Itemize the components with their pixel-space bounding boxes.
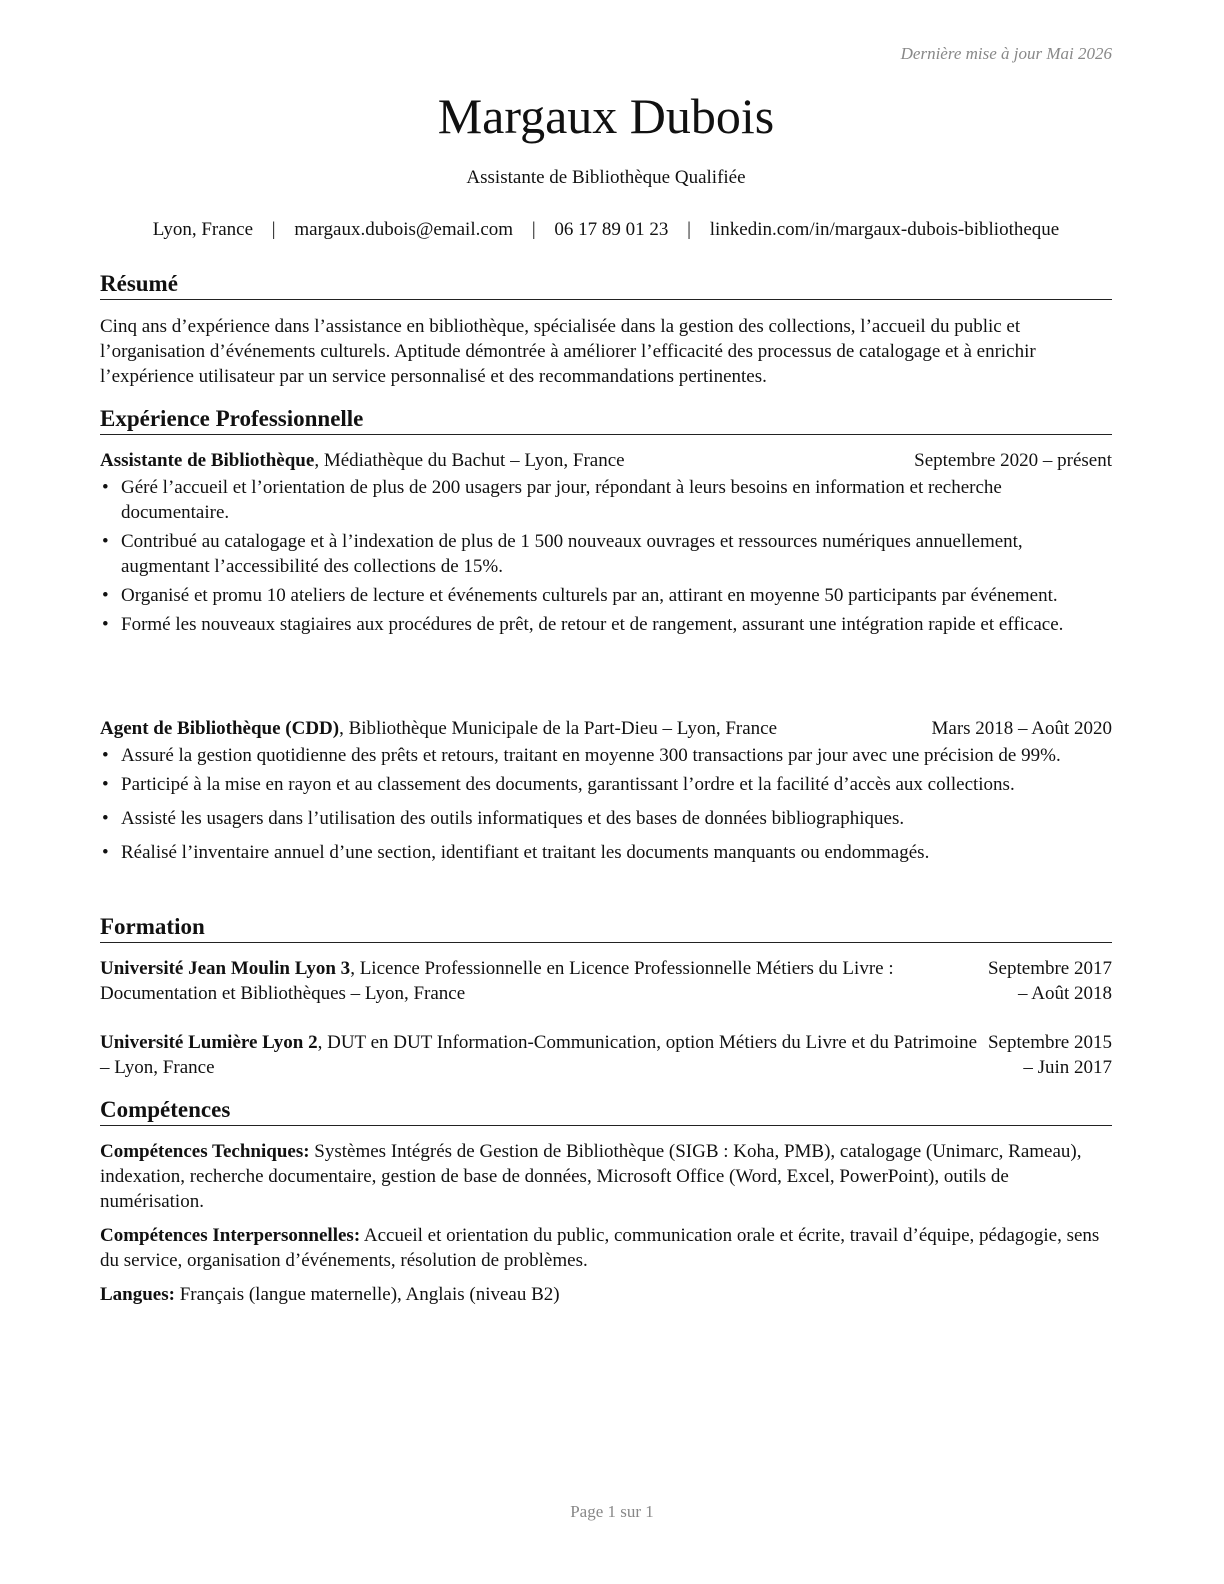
education-entry [100, 1030, 1112, 1080]
education-entry [100, 956, 1112, 1006]
job-place: , Médiathèque du Bachut – Lyon, France [314, 450, 625, 471]
education-dates: Septembre 2015 – Juin 2017 [987, 1032, 1112, 1078]
summary-section [100, 270, 1112, 389]
job-bullets [100, 475, 1112, 637]
bullet-item: • Contribué au catalogage et à l’indexation de plus de 1 500 nouveaux ouvrages et ressources numériques annuellement, augmentant l’accessibilité des collections de 15%. [100, 529, 1112, 579]
experience-section [100, 405, 1112, 435]
separator: | [271, 219, 276, 240]
job-entry [100, 448, 1112, 641]
job-role: Agent de Bibliothèque (CDD) [100, 718, 340, 739]
section-title: Résumé [100, 270, 1112, 300]
summary-text: Cinq ans d’expérience dans l’assistance en bibliothèque, spécialisée dans la gestion des collections, l’accueil du public et l’organisation d’événements culturels. Aptitude démontrée à améliorer l’efficacité des processus de catalogage et à enrichir l’expérience utilisateur par un service personnalisé et des recommandations pertinentes. [100, 316, 1036, 387]
skill-text: Français (langue maternelle), Anglais (niveau B2) [174, 1284, 560, 1305]
skill-entry [100, 1139, 1112, 1214]
last-updated: Dernière mise à jour Mai 2026 [900, 44, 1112, 63]
bullet-item: • Participé à la mise en rayon et au classement des documents, garantissant l’ordre et la facilité d’accès aux collections. [100, 772, 1112, 797]
skill-entry [100, 1223, 1112, 1273]
skill-label: Compétences Interpersonnelles: [100, 1225, 361, 1246]
job-entry [100, 716, 1112, 869]
separator: | [531, 219, 536, 240]
job-dates: Septembre 2020 – présent [914, 450, 1112, 471]
skill-text: Accueil et orientation du public, communication orale et écrite, travail d’équipe, pédagogie, sens du service, organisation d’événements, résolution de problèmes. [100, 1225, 1100, 1271]
job-bullets [100, 743, 1112, 865]
education-program: , DUT en DUT Information-Communication, option Métiers du Livre et du Patrimoine – Lyon, France [100, 1032, 978, 1078]
job-header [100, 716, 1112, 741]
page-number: Page 1 sur 1 [570, 1502, 654, 1521]
contact-linkedin[interactable]: linkedin.com/in/margaux-dubois-bibliotheque [709, 219, 1060, 240]
separator: | [687, 219, 691, 240]
education-section [100, 913, 1112, 943]
job-header [100, 448, 1112, 473]
job-dates: Mars 2018 – Août 2020 [931, 718, 1112, 739]
section-title: Expérience Professionnelle [100, 405, 1112, 435]
bullet-item: • Formé les nouveaux stagiaires aux procédures de prêt, de retour et de rangement, assurant une intégration rapide et efficace. [100, 612, 1112, 637]
education-program: , Licence Professionnelle en Licence Professionnelle Métiers du Livre : Documentation et Bibliothèques – Lyon, France [100, 958, 894, 1004]
section-title: Formation [100, 913, 1112, 943]
bullet-item: • Organisé et promu 10 ateliers de lecture et événements culturels par an, attirant en moyenne 50 participants par événement. [100, 583, 1112, 608]
job-role: Assistante de Bibliothèque [100, 450, 315, 471]
headline: Assistante de Bibliothèque Qualifiée [466, 167, 746, 188]
skills-section [100, 1096, 1112, 1126]
bullet-item: • Réalisé l’inventaire annuel d’une section, identifiant et traitant les documents manquants ou endommagés. [100, 840, 1112, 865]
job-place: , Bibliothèque Municipale de la Part-Dieu – Lyon, France [339, 718, 778, 739]
section-title: Compétences [100, 1096, 1112, 1126]
bullet-item: • Géré l’accueil et l’orientation de plus de 200 usagers par jour, répondant à leurs besoins en information et recherche documentaire. [100, 475, 1112, 525]
job-title-line [100, 716, 777, 741]
contact-phone: 06 17 89 01 23 [554, 219, 669, 240]
contact-line [100, 219, 1112, 241]
education-detail [100, 956, 980, 1006]
education-detail [100, 1030, 980, 1080]
education-school: Université Jean Moulin Lyon 3 [100, 958, 351, 979]
job-title-line [100, 448, 625, 473]
bullet-item: • Assisté les usagers dans l’utilisation des outils informatiques et des bases de données bibliographiques. [100, 806, 1112, 831]
bullet-item: • Assuré la gestion quotidienne des prêts et retours, traitant en moyenne 300 transactions par jour avec une précision de 99%. [100, 743, 1112, 768]
education-dates: Septembre 2017 – Août 2018 [987, 958, 1112, 1004]
education-school: Université Lumière Lyon 2 [100, 1032, 318, 1053]
skill-label: Compétences Techniques: [100, 1141, 310, 1162]
contact-location: Lyon, France [152, 219, 254, 240]
skill-text: Systèmes Intégrés de Gestion de Bibliothèque (SIGB : Koha, PMB), catalogage (Unimarc, Rameau), indexation, recherche documentaire, gestion de base de données, Microsoft Office (Word, Excel, PowerPoint), outils de numérisation. [100, 1141, 1082, 1212]
contact-email[interactable]: margaux.dubois@email.com [294, 219, 514, 240]
skill-label: Langues: [100, 1284, 175, 1305]
skill-entry [100, 1282, 1112, 1307]
candidate-name: Margaux Dubois [437, 88, 775, 144]
